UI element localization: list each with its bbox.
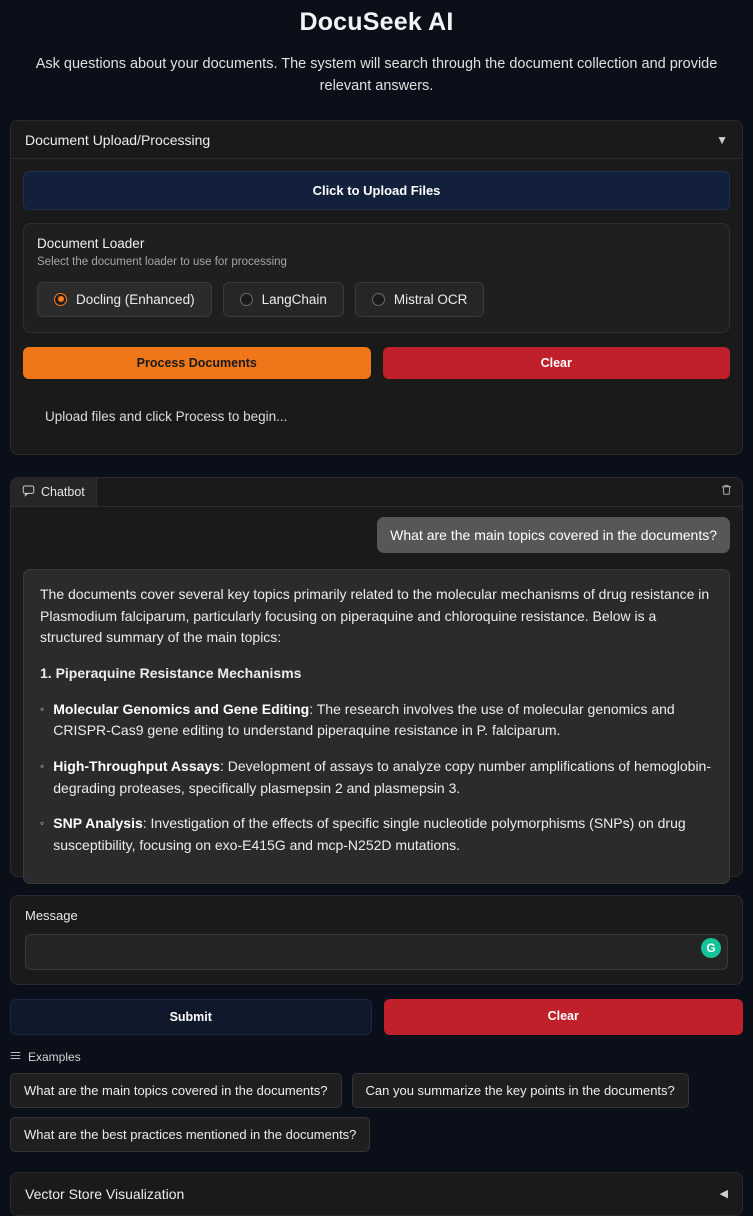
radio-selected-icon (54, 293, 67, 306)
document-upload-panel-title: Document Upload/Processing (25, 131, 211, 148)
chat-bot-message (23, 569, 730, 884)
radio-unselected-icon (372, 293, 385, 306)
upload-status-text: Upload files and click Process to begin... (45, 408, 288, 424)
bullet-text: : Development of assays to analyze copy number amplifications of hemoglobin-degrading proteases, specifically plasmepsin 2 and plasmepsin 3. (53, 758, 712, 796)
chat-message-list[interactable] (11, 507, 742, 878)
list-icon (10, 1050, 21, 1064)
message-input-wrapper[interactable] (25, 934, 728, 970)
submit-button[interactable]: Submit (10, 999, 372, 1035)
trash-icon[interactable] (720, 483, 733, 500)
radio-option-docling-label: Docling (Enhanced) (76, 291, 195, 307)
example-chip-2[interactable]: Can you summarize the key points in the documents? (352, 1073, 689, 1108)
bullet-marker-icon: ◦ (40, 759, 45, 774)
bullet-marker-icon: ◦ (40, 701, 45, 716)
message-label: Message (25, 907, 78, 923)
process-documents-button[interactable]: Process Documents (23, 347, 371, 379)
bullet-marker-icon: ◦ (40, 816, 45, 831)
document-loader-group (23, 223, 730, 333)
examples-header (10, 1050, 743, 1064)
examples-row-2 (10, 1117, 743, 1152)
document-upload-panel (10, 120, 743, 455)
document-loader-options (37, 282, 716, 317)
bot-message-intro: The documents cover several key topics primarily related to the molecular mechanisms of drug resistance in Plasmodium falciparum, particularly focusing on piperaquine and chloroquine resistance. Below is a structured summary of the main topics: (40, 585, 710, 646)
radio-unselected-icon (240, 293, 253, 306)
radio-option-docling[interactable] (37, 282, 212, 317)
bullet-text: : Investigation of the effects of specific single nucleotide polymorphisms (SNPs) on drug susceptibility, focusing on exo-E415G and mcp-N252D mutations. (53, 815, 686, 854)
chatbot-panel (10, 477, 743, 877)
bullet-text: : The research involves the use of molecular genomics and CRISPR-Cas9 gene editing to understand piperaquine resistance in P. falciparum. (53, 700, 675, 739)
tab-chatbot[interactable] (11, 477, 97, 506)
examples-label: Examples (28, 1049, 81, 1064)
vector-store-panel-header[interactable] (10, 1172, 743, 1216)
radio-option-mistral-ocr[interactable] (355, 282, 485, 317)
bot-message-heading: 1. Piperaquine Resistance Mechanisms (40, 665, 302, 681)
bot-message-bullet (40, 813, 713, 856)
chat-action-buttons (10, 999, 743, 1035)
clear-chat-button[interactable]: Clear (384, 999, 744, 1035)
chevron-left-icon[interactable]: ◀ (719, 1188, 728, 1201)
bullet-term: High-Throughput Assays (53, 758, 220, 775)
example-chip-3[interactable]: What are the best practices mentioned in the documents? (10, 1117, 370, 1152)
chat-user-row (23, 517, 730, 553)
bot-message-bullet (40, 756, 713, 799)
grammarly-icon[interactable]: G (701, 938, 721, 958)
chat-icon (22, 484, 35, 500)
tab-chatbot-label: Chatbot (41, 484, 85, 499)
upload-action-buttons (23, 347, 730, 379)
example-chip-1[interactable]: What are the main topics covered in the documents? (10, 1073, 342, 1108)
bullet-term: Molecular Genomics and Gene Editing (53, 700, 310, 717)
chevron-down-icon[interactable]: ▼ (716, 132, 728, 147)
message-panel (10, 895, 743, 985)
vector-store-panel-title: Vector Store Visualization (25, 1185, 185, 1202)
chatbot-tabbar (11, 478, 742, 507)
document-upload-panel-body (11, 159, 742, 454)
radio-option-langchain-label: LangChain (261, 291, 327, 307)
document-upload-panel-header[interactable] (11, 121, 742, 159)
radio-option-langchain[interactable] (223, 282, 344, 317)
bot-message-bullet (40, 699, 713, 742)
radio-option-mistral-ocr-label: Mistral OCR (393, 291, 468, 307)
chat-user-message: What are the main topics covered in the documents? (377, 517, 730, 553)
upload-files-button[interactable]: Click to Upload Files (23, 171, 730, 210)
page-subtitle: Ask questions about your documents. The system will search through the document collection and provide relevant answers. (35, 56, 718, 95)
clear-documents-button[interactable]: Clear (383, 347, 731, 379)
examples-row-1 (10, 1073, 743, 1108)
document-loader-title: Document Loader (37, 235, 145, 251)
page-title: DocuSeek AI (299, 8, 454, 36)
document-loader-subtitle: Select the document loader to use for processing (37, 255, 287, 268)
bullet-term: SNP Analysis (53, 815, 143, 832)
